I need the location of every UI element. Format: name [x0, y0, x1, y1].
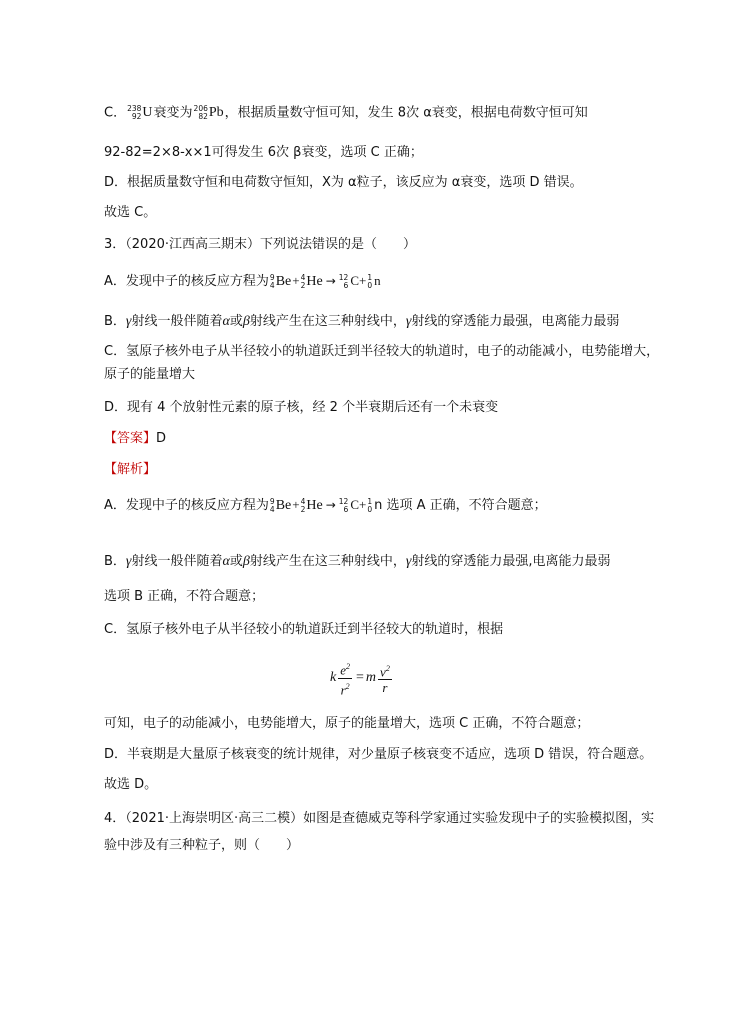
analysis-option-d: D．半衰期是大量原子核衰变的统计规律，对少量原子核衰变不适应，选项 D 错误，符合题意。: [104, 747, 653, 762]
question-3-option-c: C．氢原子核外电子从半径较小的轨道跃迁到半径较大的轨道时，电子的动能减小，电势能增大，: [104, 344, 660, 359]
analysis-option-a: A．发现中子的核反应方程为 9 4 Be + 4 2 He → 12 6 C+ 1 0 n 选项 A 正确，不符合题意；: [104, 496, 547, 514]
analysis-tag: 【解析】: [104, 462, 157, 477]
neutron-index: 1 0: [367, 272, 373, 290]
line-option-d: D．根据质量数守恒和电荷数守恒知，X为 α粒子，该反应为 α衰变，选项 D 错误。: [104, 175, 583, 190]
question-4-stem: 4．（2021·上海崇明区·高三二模）如图是查德威克等科学家通过实验发现中子的实验模拟图，实: [104, 811, 655, 826]
line-option-c-decay: C． 238 92 U 衰变为 206 82 Pb ，根据质量数守恒可知，发生 8次 α衰变，根据电荷数守恒可知: [104, 104, 588, 121]
analysis-option-c-cont: 可知，电子的动能减小，电势能增大，原子的能量增大，选项 C 正确，不符合题意；: [104, 716, 590, 731]
carbon-index: 12 6: [338, 272, 349, 290]
answer-line: [104, 430, 166, 448]
coulomb-centripetal-formula: k $\frac{e^2}{r^2}$ = m $\frac{v^2}{r}$: [330, 658, 394, 698]
reaction-arrow-icon: →: [325, 498, 336, 512]
line-charge-calc: 92-82=2×8-x×1可得发生 6次 β衰变，选项 C 正确；: [104, 145, 423, 160]
question-3-option-a: A．发现中子的核反应方程为 9 4 Be + 4 2 He → 12 6 C+ 1 0 n: [104, 272, 381, 290]
analysis-option-b-cont: 选项 B 正确，不符合题意；: [104, 589, 265, 604]
helium-nuclide: 4 2 He: [300, 272, 323, 290]
line-choose-c: 故选 C。: [104, 205, 157, 220]
question-3-stem: 3．（2020·江西高三期末）下列说法错误的是（ ）: [104, 237, 416, 252]
beryllium-nuclide: 9 4 Be: [269, 272, 292, 290]
question-3-option-c-cont: 原子的能量增大: [104, 367, 196, 382]
analysis-option-b: B．γ射线一般伴随着α或β射线产生在这三种射线中，γ射线的穿透能力最强,电离能力最弱: [104, 554, 611, 569]
answer-value: D: [156, 431, 167, 446]
answer-tag: 【答案】: [104, 431, 157, 446]
question-4-stem-cont: 验中涉及有三种粒子，则（ ）: [104, 838, 300, 853]
analysis-option-c: C．氢原子核外电子从半径较小的轨道跃迁到半径较大的轨道时，根据: [104, 622, 504, 637]
reaction-arrow-icon: →: [325, 274, 336, 288]
question-3-option-d: D．现有 4 个放射性元素的原子核，经 2 个半衰期后还有一个未衰变: [104, 400, 499, 415]
lead-nuclide: 206 82 Pb: [193, 104, 224, 121]
question-3-option-b: B．γ射线一般伴随着α或β射线产生在这三种射线中，γ射线的穿透能力最强，电离能力最弱: [104, 314, 620, 329]
line-choose-d: 故选 D。: [104, 777, 158, 792]
uranium-nuclide: 238 92 U: [127, 104, 153, 121]
